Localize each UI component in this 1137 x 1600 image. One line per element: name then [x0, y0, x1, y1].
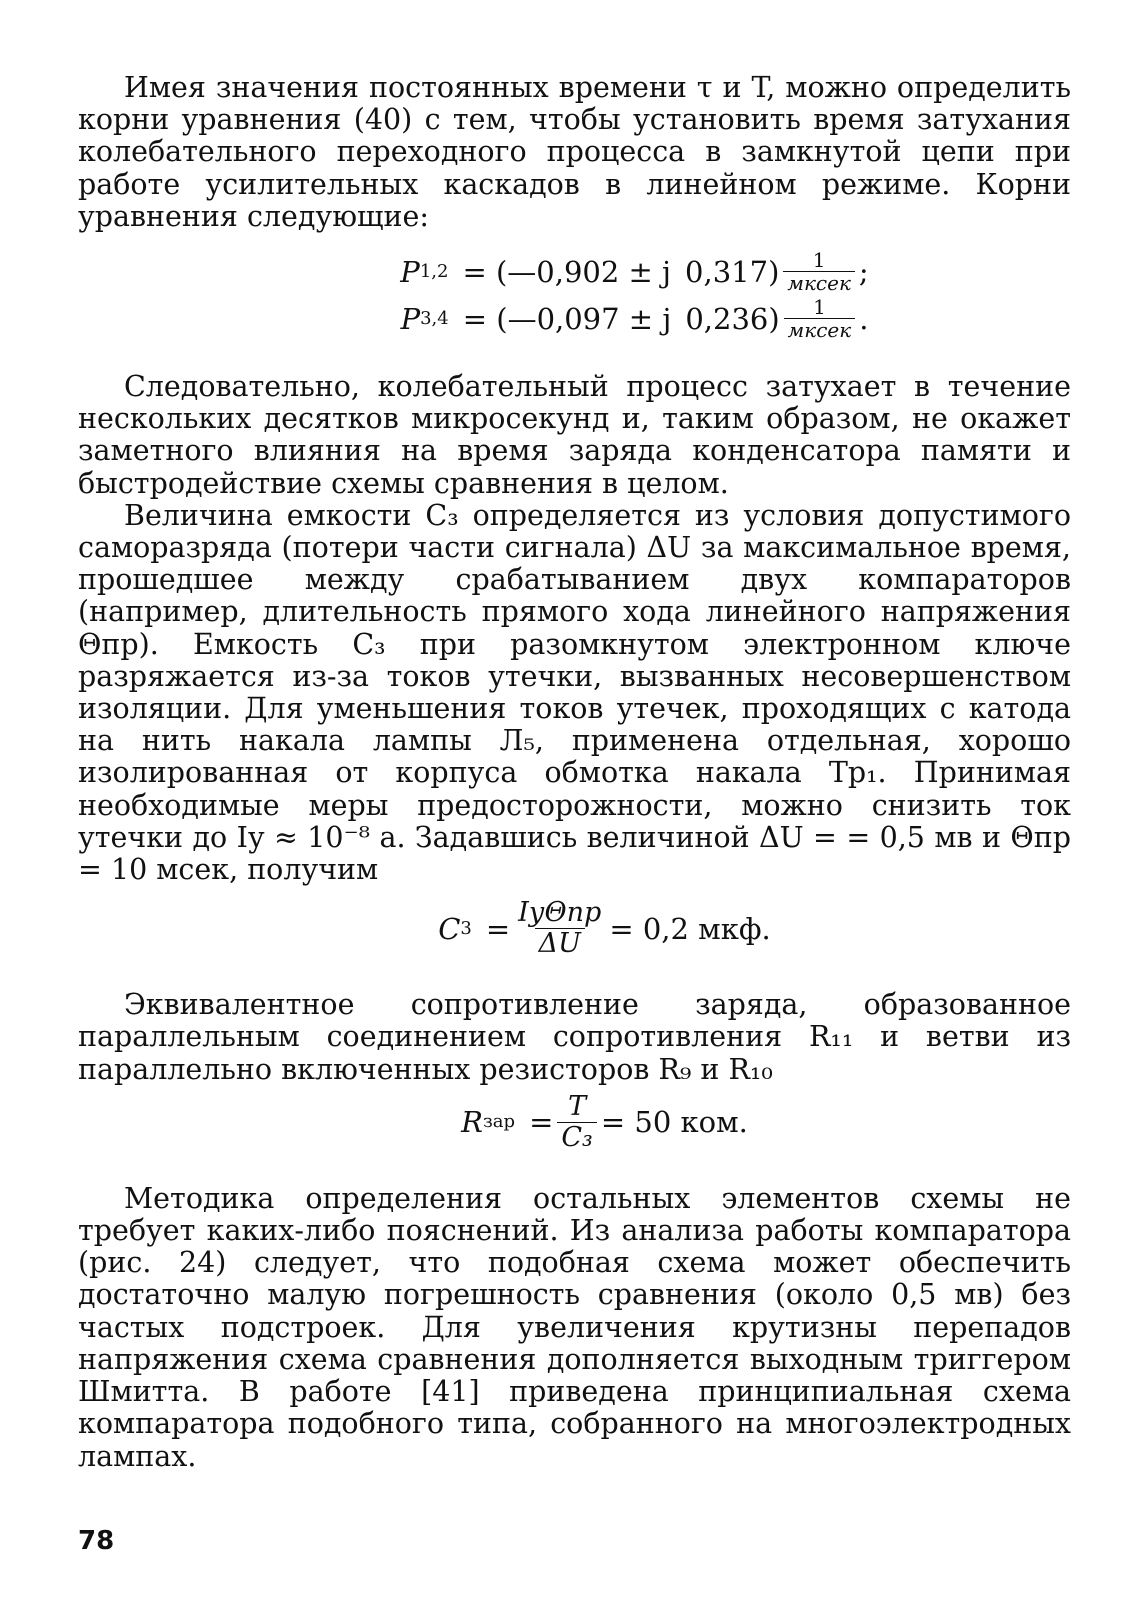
formula-p12-val: 0,317) — [685, 254, 780, 289]
formula-c3-lhs: C — [438, 911, 461, 946]
formula-rzar-den: C₃ — [557, 1122, 596, 1153]
formula-rzar-fraction — [557, 1092, 596, 1153]
formula-c3 — [78, 898, 1071, 959]
formula-c3-num: IуΘпр — [518, 897, 602, 929]
formula-rzar-num: T — [568, 1090, 587, 1122]
formula-c3-eq: = — [485, 911, 511, 946]
formula-rzar-lhs: R — [461, 1105, 483, 1140]
page-number: 78 — [78, 1526, 115, 1556]
formula-p34-eq: = (—0,097 ± j — [462, 301, 672, 336]
formula-p34-num: 1 — [813, 295, 826, 320]
formula-p12-den: мксек — [783, 271, 855, 294]
formula-c3-fraction — [514, 898, 605, 959]
formula-p12-lhs: P — [400, 254, 420, 289]
paragraph-method: Методика определения остальных элементов схемы не требует каких-либо пояснений. Из анализа работы компаратора (рис. 24) следует, что подобная схема может обеспечить достаточно малую погрешность сравнения (около 0,5 мв) без частых подстроек. Для увеличения крутизны перепадов напряжения схема сравнения дополняется выходным триггером Шмитта. В работе [41] приведена принципиальная схема компаратора подобного типа, собранного на многоэлектродных лампах. — [78, 1181, 1071, 1473]
formula-rzar — [78, 1092, 1071, 1153]
formula-rzar-eq: = — [529, 1105, 554, 1140]
formula-p12-sub: 1,2 — [419, 260, 449, 282]
paragraph-capacitance: Величина емкости C₃ определяется из условия допустимого саморазряда (потери части сигнала) ΔU за максимальное время, прошедшее между срабатыванием двух компараторов (например, длительность прямого хода линейного напряжения Θпр). Емкость C₃ при разомкнутом электронном ключе разряжается из-за токов утечки, вызванных несовершенством изоляции. Для уменьшения токов утечек, проходящих с катода на нить накала лампы Л₅, применена отдельная, хорошо изолированная от корпуса обмотка накала Tp₁. Принимая необходимые меры предосторожности, можно снизить ток утечки до Iу ≈ 10⁻⁸ а. Задавшись величиной ΔU = = 0,5 мв и Θпр = 10 мсек, получим — [78, 498, 1071, 887]
formula-p34-val: 0,236) — [685, 301, 780, 336]
paragraph-equivalent-resistance: Эквивалентное сопротивление заряда, образованное параллельным соединением сопротивления R₁₁ и ветви из параллельно включенных резисторов R₉ и R₁₀ — [78, 988, 1071, 1086]
formula-p34-lhs: P — [400, 301, 421, 336]
paragraph-roots-intro: Имея значения постоянных времени τ и T, можно определить корни уравнения (40) с тем, чтобы установить время затухания колебательного переходного процесса в замкнутой цепи при работе усилительных каскадов в линейном режиме. Корни уравнения следующие: — [78, 71, 1071, 233]
formula-p34-end: . — [859, 301, 869, 336]
formula-c3-sub: 3 — [460, 917, 472, 939]
formula-p12-fraction — [783, 249, 855, 294]
formula-p12-end: ; — [858, 254, 869, 289]
formula-p34-den: мксек — [784, 318, 856, 341]
formula-c3-rhs: = 0,2 мкф. — [609, 911, 771, 946]
formula-c3-den: ΔU — [535, 928, 585, 959]
formula-p34-fraction — [784, 296, 856, 341]
formula-p34-sub: 3,4 — [420, 307, 449, 329]
formula-p12-num: 1 — [812, 248, 826, 273]
formula-p12-eq: = (—0,902 ± j — [462, 254, 672, 289]
paragraph-damping: Следовательно, колебательный процесс затухает в течение нескольких десятков микросекунд и, таким образом, не окажет заметного влияния на время заряда конденсатора памяти и быстродействие схемы сравнения в целом. — [78, 370, 1071, 500]
formula-rzar-rhs: = 50 ком. — [600, 1105, 748, 1140]
formula-p12 — [78, 249, 1071, 294]
formula-rzar-sub: зар — [482, 1111, 516, 1133]
formula-p34 — [78, 296, 1071, 341]
